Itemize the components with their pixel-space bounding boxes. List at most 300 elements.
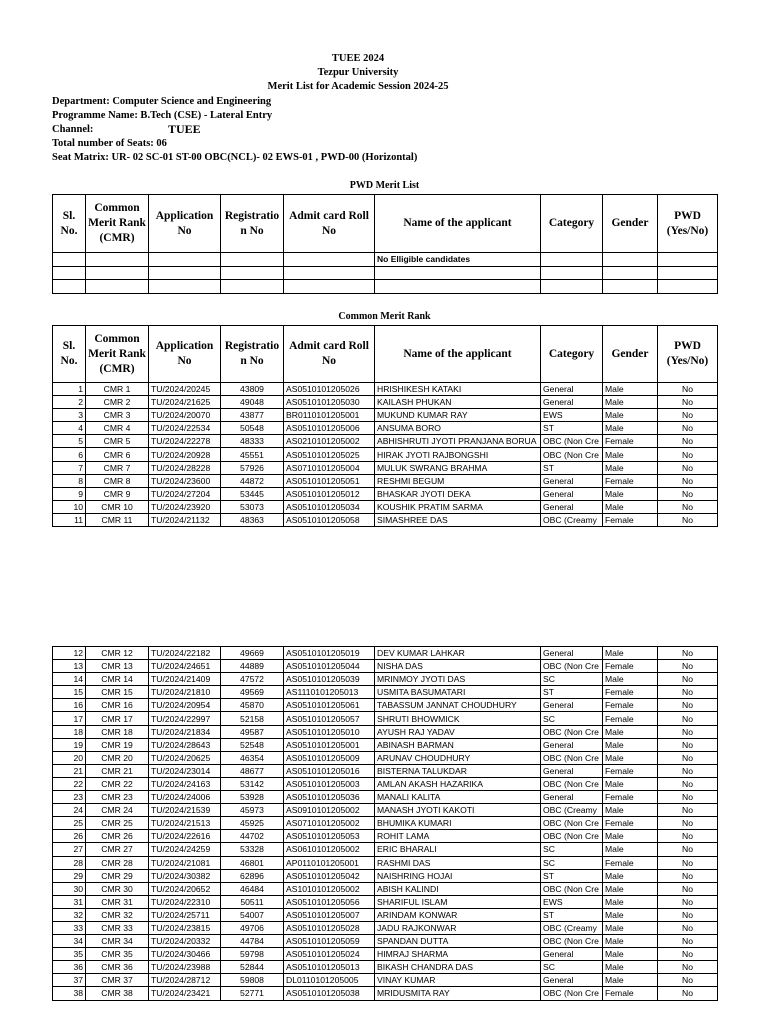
cell-registration: 53073	[221, 500, 284, 513]
cell-cmr: CMR 16	[86, 699, 149, 712]
cell-application: TU/2024/23014	[149, 764, 221, 777]
cell-registration: 53142	[221, 777, 284, 790]
cell-sl: 38	[53, 987, 86, 1000]
table-row	[53, 777, 718, 790]
cell-registration: 59798	[221, 948, 284, 961]
cell-gender: Female	[603, 699, 658, 712]
cell-name: USMITA BASUMATARI	[375, 686, 541, 699]
table-row	[53, 253, 718, 267]
col-gender: Gender	[603, 326, 658, 383]
cell-name: HIMRAJ SHARMA	[375, 948, 541, 961]
cell-registration: 50511	[221, 895, 284, 908]
cell-name: RASHMI DAS	[375, 856, 541, 869]
cell-name: MANASH JYOTI KAKOTI	[375, 804, 541, 817]
cell-pwd: No	[658, 712, 718, 725]
cell-sl: 29	[53, 869, 86, 882]
cell-admit-card: AS0210101205002	[284, 435, 375, 448]
cell-application: TU/2024/24651	[149, 660, 221, 673]
cell-cmr: CMR 37	[86, 974, 149, 987]
cell-name: JADU RAJKONWAR	[375, 921, 541, 934]
cell-name: MUKUND KUMAR RAY	[375, 409, 541, 422]
cell-pwd: No	[658, 948, 718, 961]
no-eligible-candidates: No Elligible candidates	[375, 253, 541, 267]
cell-pwd: No	[658, 699, 718, 712]
table-row	[53, 921, 718, 934]
col-application: Application No	[149, 326, 221, 383]
cell-pwd: No	[658, 738, 718, 751]
cell-application: TU/2024/27204	[149, 487, 221, 500]
cell-category: OBC (Non Cre	[541, 660, 603, 673]
cell-sl: 10	[53, 500, 86, 513]
cell-name: BISTERNA TALUKDAR	[375, 764, 541, 777]
cell-name: BIKASH CHANDRA DAS	[375, 961, 541, 974]
cell-sl: 30	[53, 882, 86, 895]
cell-name: RESHMI BEGUM	[375, 474, 541, 487]
cell-sl: 9	[53, 487, 86, 500]
cell-application: TU/2024/23920	[149, 500, 221, 513]
cell-cmr: CMR 35	[86, 948, 149, 961]
cell-registration: 52771	[221, 987, 284, 1000]
cell-registration: 44872	[221, 474, 284, 487]
cell-admit-card: AS0510101205003	[284, 777, 375, 790]
cell-pwd: No	[658, 791, 718, 804]
cell-pwd: No	[658, 895, 718, 908]
cell-sl: 31	[53, 895, 86, 908]
cell-pwd: No	[658, 987, 718, 1000]
cell-name: NAISHRING HOJAI	[375, 869, 541, 882]
table-row	[53, 448, 718, 461]
cell-cmr: CMR 7	[86, 461, 149, 474]
cell-category: General	[541, 396, 603, 409]
cell-application: TU/2024/22310	[149, 895, 221, 908]
cell-registration: 43877	[221, 409, 284, 422]
cell-pwd: No	[658, 513, 718, 526]
table-row	[53, 513, 718, 526]
cell-category: General	[541, 500, 603, 513]
cmr-list-caption: Common Merit Rank	[338, 311, 431, 322]
cell-gender: Female	[603, 686, 658, 699]
table-row	[53, 935, 718, 948]
cell-name: ARINDAM KONWAR	[375, 908, 541, 921]
table-row	[53, 673, 718, 686]
cell-pwd: No	[658, 383, 718, 396]
cell-name: ABISH KALINDI	[375, 882, 541, 895]
cell-sl: 32	[53, 908, 86, 921]
cell-sl: 35	[53, 948, 86, 961]
cell-sl: 28	[53, 856, 86, 869]
table-row	[53, 396, 718, 409]
table-row	[53, 974, 718, 987]
cell-gender: Male	[603, 396, 658, 409]
cell-registration: 43809	[221, 383, 284, 396]
cmr-merit-table	[52, 325, 718, 527]
table-row	[53, 266, 718, 280]
table-row	[53, 791, 718, 804]
table-row	[53, 435, 718, 448]
cell-category: General	[541, 474, 603, 487]
table-row	[53, 725, 718, 738]
cell-gender: Female	[603, 712, 658, 725]
cell-cmr: CMR 19	[86, 738, 149, 751]
doc-title-merit-list: Merit List for Academic Session 2024-25	[267, 81, 449, 92]
cell-application: TU/2024/22616	[149, 830, 221, 843]
cell-pwd: No	[658, 882, 718, 895]
table-row	[53, 280, 718, 294]
cell-admit-card: AS0510101205057	[284, 712, 375, 725]
cell-registration: 45973	[221, 804, 284, 817]
cell-category: SC	[541, 961, 603, 974]
col-cmr: Common Merit Rank (CMR)	[86, 326, 149, 383]
cell-gender: Male	[603, 647, 658, 660]
cell-sl: 34	[53, 935, 86, 948]
cell-admit-card: AS0510101205042	[284, 869, 375, 882]
col-admit-card: Admit card Roll No	[284, 195, 375, 253]
cell-name: KOUSHIK PRATIM SARMA	[375, 500, 541, 513]
cell-gender: Male	[603, 830, 658, 843]
cell-cmr: CMR 23	[86, 791, 149, 804]
cell-admit-card: AS0510101205051	[284, 474, 375, 487]
cell-application: TU/2024/21625	[149, 396, 221, 409]
table-row	[53, 830, 718, 843]
cell-sl: 26	[53, 830, 86, 843]
cell-gender: Female	[603, 660, 658, 673]
cell-registration: 49048	[221, 396, 284, 409]
cell-name: ROHIT LAMA	[375, 830, 541, 843]
col-pwd: PWD (Yes/No)	[658, 195, 718, 253]
cell-cmr: CMR 31	[86, 895, 149, 908]
table-row	[53, 422, 718, 435]
cell-pwd: No	[658, 817, 718, 830]
cell-pwd: No	[658, 461, 718, 474]
cell-category: OBC (Non Cre	[541, 725, 603, 738]
table-row	[53, 500, 718, 513]
cell-cmr: CMR 3	[86, 409, 149, 422]
cell-name: ANSUMA BORO	[375, 422, 541, 435]
table-row	[53, 660, 718, 673]
table-row	[53, 686, 718, 699]
cell-gender: Female	[603, 764, 658, 777]
table-row	[53, 383, 718, 396]
programme-line: Programme Name: B.Tech (CSE) - Lateral Entry	[52, 110, 273, 121]
cell-application: TU/2024/22182	[149, 647, 221, 660]
cell-admit-card: AS0510101205026	[284, 383, 375, 396]
cell-gender: Male	[603, 869, 658, 882]
cell-category: General	[541, 487, 603, 500]
cell-name: MULUK SWRANG BRAHMA	[375, 461, 541, 474]
cell-pwd: No	[658, 935, 718, 948]
cell-application: TU/2024/21810	[149, 686, 221, 699]
cell-sl: 12	[53, 647, 86, 660]
cell-category: OBC (Creamy	[541, 513, 603, 526]
cmr-table-header	[53, 326, 718, 383]
cell-registration: 57926	[221, 461, 284, 474]
cell-cmr: CMR 17	[86, 712, 149, 725]
cell-gender: Male	[603, 908, 658, 921]
cell-name: ERIC BHARALI	[375, 843, 541, 856]
col-pwd: PWD (Yes/No)	[658, 326, 718, 383]
cell-cmr: CMR 18	[86, 725, 149, 738]
cell-application: TU/2024/20928	[149, 448, 221, 461]
cell-name: SHRUTI BHOWMICK	[375, 712, 541, 725]
table-row	[53, 712, 718, 725]
cell-admit-card: AS0510101205024	[284, 948, 375, 961]
cell-sl: 7	[53, 461, 86, 474]
cell-registration: 52548	[221, 738, 284, 751]
cell-registration: 45925	[221, 817, 284, 830]
cell-cmr: CMR 4	[86, 422, 149, 435]
cell-pwd: No	[658, 487, 718, 500]
cell-cmr: CMR 12	[86, 647, 149, 660]
table-row	[53, 738, 718, 751]
table-row	[53, 856, 718, 869]
col-sl: Sl. No.	[53, 195, 86, 253]
cell-name: HRISHIKESH KATAKI	[375, 383, 541, 396]
table-row	[53, 843, 718, 856]
channel-line	[52, 122, 201, 136]
table-row	[53, 987, 718, 1000]
cell-application: TU/2024/21513	[149, 817, 221, 830]
cell-cmr: CMR 10	[86, 500, 149, 513]
cell-registration: 52158	[221, 712, 284, 725]
table-row	[53, 895, 718, 908]
cell-application: TU/2024/28712	[149, 974, 221, 987]
cell-admit-card: AS0510101205056	[284, 895, 375, 908]
cell-application: TU/2024/21132	[149, 513, 221, 526]
channel-label: Channel:	[52, 124, 94, 135]
cell-application: TU/2024/23600	[149, 474, 221, 487]
cell-cmr: CMR 28	[86, 856, 149, 869]
col-category: Category	[541, 195, 603, 253]
cell-category: ST	[541, 422, 603, 435]
cell-registration: 45870	[221, 699, 284, 712]
cell-category: OBC (Non Cre	[541, 987, 603, 1000]
cell-category: OBC (Non Cre	[541, 882, 603, 895]
cell-pwd: No	[658, 777, 718, 790]
cell-admit-card: BR0110101205001	[284, 409, 375, 422]
cell-category: ST	[541, 869, 603, 882]
cell-pwd: No	[658, 500, 718, 513]
cell-admit-card: AS0710101205002	[284, 817, 375, 830]
cell-category: OBC (Non Cre	[541, 777, 603, 790]
cell-category: ST	[541, 461, 603, 474]
cell-admit-card: AS0510101205025	[284, 448, 375, 461]
cell-cmr: CMR 8	[86, 474, 149, 487]
cell-pwd: No	[658, 660, 718, 673]
cell-registration: 44702	[221, 830, 284, 843]
cell-category: General	[541, 764, 603, 777]
cell-name: SHARIFUL ISLAM	[375, 895, 541, 908]
cell-registration: 48677	[221, 764, 284, 777]
cell-gender: Female	[603, 987, 658, 1000]
cell-category: General	[541, 647, 603, 660]
cell-sl: 17	[53, 712, 86, 725]
cell-category: General	[541, 948, 603, 961]
cell-admit-card: AS0510101205053	[284, 830, 375, 843]
col-sl: Sl. No.	[53, 326, 86, 383]
cell-pwd: No	[658, 843, 718, 856]
cell-gender: Male	[603, 948, 658, 961]
cell-category: OBC (Non Cre	[541, 935, 603, 948]
cell-application: TU/2024/28228	[149, 461, 221, 474]
cell-sl: 4	[53, 422, 86, 435]
cell-cmr: CMR 20	[86, 751, 149, 764]
cell-registration: 48363	[221, 513, 284, 526]
cell-application: TU/2024/24163	[149, 777, 221, 790]
cell-registration: 59808	[221, 974, 284, 987]
cell-application: TU/2024/20625	[149, 751, 221, 764]
cell-sl: 8	[53, 474, 86, 487]
cell-sl: 33	[53, 921, 86, 934]
cell-category: SC	[541, 843, 603, 856]
cell-gender: Male	[603, 725, 658, 738]
cell-admit-card: AS0510101205007	[284, 908, 375, 921]
cell-name: SPANDAN DUTTA	[375, 935, 541, 948]
cell-admit-card: AS0710101205004	[284, 461, 375, 474]
table-row	[53, 409, 718, 422]
cell-cmr: CMR 11	[86, 513, 149, 526]
cell-cmr: CMR 33	[86, 921, 149, 934]
cell-pwd: No	[658, 396, 718, 409]
cell-category: SC	[541, 856, 603, 869]
cell-sl: 15	[53, 686, 86, 699]
cell-application: TU/2024/23988	[149, 961, 221, 974]
cell-cmr: CMR 6	[86, 448, 149, 461]
cell-admit-card: AS1110101205013	[284, 686, 375, 699]
cell-name: TABASSUM JANNAT CHOUDHURY	[375, 699, 541, 712]
cell-registration: 49587	[221, 725, 284, 738]
cell-pwd: No	[658, 409, 718, 422]
table-row	[53, 908, 718, 921]
cell-gender: Male	[603, 935, 658, 948]
cell-gender: Male	[603, 921, 658, 934]
cell-registration: 49706	[221, 921, 284, 934]
col-name: Name of the applicant	[375, 326, 541, 383]
cell-application: TU/2024/21409	[149, 673, 221, 686]
cell-admit-card: DL0110101205005	[284, 974, 375, 987]
cell-sl: 36	[53, 961, 86, 974]
cell-admit-card: AS0610101205002	[284, 843, 375, 856]
cell-gender: Female	[603, 513, 658, 526]
cell-gender: Male	[603, 751, 658, 764]
cell-gender: Male	[603, 804, 658, 817]
cell-sl: 1	[53, 383, 86, 396]
cell-cmr: CMR 15	[86, 686, 149, 699]
cell-application: TU/2024/20652	[149, 882, 221, 895]
cell-cmr: CMR 29	[86, 869, 149, 882]
channel-value: TUEE	[168, 122, 201, 136]
cell-gender: Male	[603, 895, 658, 908]
cell-cmr: CMR 32	[86, 908, 149, 921]
table-row	[53, 817, 718, 830]
cell-cmr: CMR 25	[86, 817, 149, 830]
cell-registration: 44889	[221, 660, 284, 673]
cell-pwd: No	[658, 830, 718, 843]
cell-pwd: No	[658, 961, 718, 974]
cell-cmr: CMR 34	[86, 935, 149, 948]
col-registration: Registratio n No	[221, 326, 284, 383]
cell-cmr: CMR 5	[86, 435, 149, 448]
cell-registration: 47572	[221, 673, 284, 686]
cell-name: MRINMOY JYOTI DAS	[375, 673, 541, 686]
cell-application: TU/2024/22278	[149, 435, 221, 448]
table-row	[53, 961, 718, 974]
cell-admit-card: AS0910101205002	[284, 804, 375, 817]
cell-category: EWS	[541, 409, 603, 422]
col-admit-card: Admit card Roll No	[284, 326, 375, 383]
cell-application: TU/2024/21081	[149, 856, 221, 869]
cell-category: General	[541, 699, 603, 712]
table-row	[53, 882, 718, 895]
cell-cmr: CMR 22	[86, 777, 149, 790]
cell-application: TU/2024/24259	[149, 843, 221, 856]
col-gender: Gender	[603, 195, 658, 253]
cell-registration: 53928	[221, 791, 284, 804]
cell-sl: 16	[53, 699, 86, 712]
cell-admit-card: AS0510101205038	[284, 987, 375, 1000]
cell-registration: 53328	[221, 843, 284, 856]
cell-category: OBC (Non Cre	[541, 435, 603, 448]
cell-application: TU/2024/24006	[149, 791, 221, 804]
col-category: Category	[541, 326, 603, 383]
cell-sl: 2	[53, 396, 86, 409]
cell-pwd: No	[658, 474, 718, 487]
cell-sl: 13	[53, 660, 86, 673]
table-row	[53, 948, 718, 961]
cell-registration: 48333	[221, 435, 284, 448]
cell-admit-card: AS1010101205002	[284, 882, 375, 895]
cell-registration: 62896	[221, 869, 284, 882]
table-row	[53, 699, 718, 712]
cell-registration: 46484	[221, 882, 284, 895]
cell-admit-card: AS0510101205044	[284, 660, 375, 673]
table-row	[53, 474, 718, 487]
cell-application: TU/2024/20245	[149, 383, 221, 396]
cell-admit-card: AS0510101205030	[284, 396, 375, 409]
cell-name: ABHISHRUTI JYOTI PRANJANA BORUA	[375, 435, 541, 448]
seat-matrix-line: Seat Matrix: UR- 02 SC-01 ST-00 OBC(NCL)- 02 EWS-01 , PWD-00 (Horizontal)	[52, 152, 418, 163]
cell-pwd: No	[658, 869, 718, 882]
cell-cmr: CMR 13	[86, 660, 149, 673]
col-application: Application No	[149, 195, 221, 253]
cell-admit-card: AS0510101205019	[284, 647, 375, 660]
table-row	[53, 461, 718, 474]
cell-name: BHASKAR JYOTI DEKA	[375, 487, 541, 500]
cell-admit-card: AS0510101205010	[284, 725, 375, 738]
cell-admit-card: AS0510101205058	[284, 513, 375, 526]
cell-cmr: CMR 1	[86, 383, 149, 396]
cell-category: EWS	[541, 895, 603, 908]
table-row	[53, 751, 718, 764]
cell-registration: 52844	[221, 961, 284, 974]
cell-registration: 44784	[221, 935, 284, 948]
cell-sl: 19	[53, 738, 86, 751]
total-seats-line: Total number of Seats: 06	[52, 138, 167, 149]
cell-pwd: No	[658, 921, 718, 934]
cell-sl: 6	[53, 448, 86, 461]
cell-gender: Male	[603, 777, 658, 790]
cell-application: TU/2024/22534	[149, 422, 221, 435]
cell-pwd: No	[658, 435, 718, 448]
cell-gender: Male	[603, 673, 658, 686]
cell-name: KAILASH PHUKAN	[375, 396, 541, 409]
cell-registration: 49569	[221, 686, 284, 699]
cell-pwd: No	[658, 751, 718, 764]
cell-gender: Male	[603, 961, 658, 974]
cell-category: OBC (Non Cre	[541, 751, 603, 764]
cell-category: OBC (Creamy	[541, 804, 603, 817]
cell-sl: 27	[53, 843, 86, 856]
table-row	[53, 647, 718, 660]
